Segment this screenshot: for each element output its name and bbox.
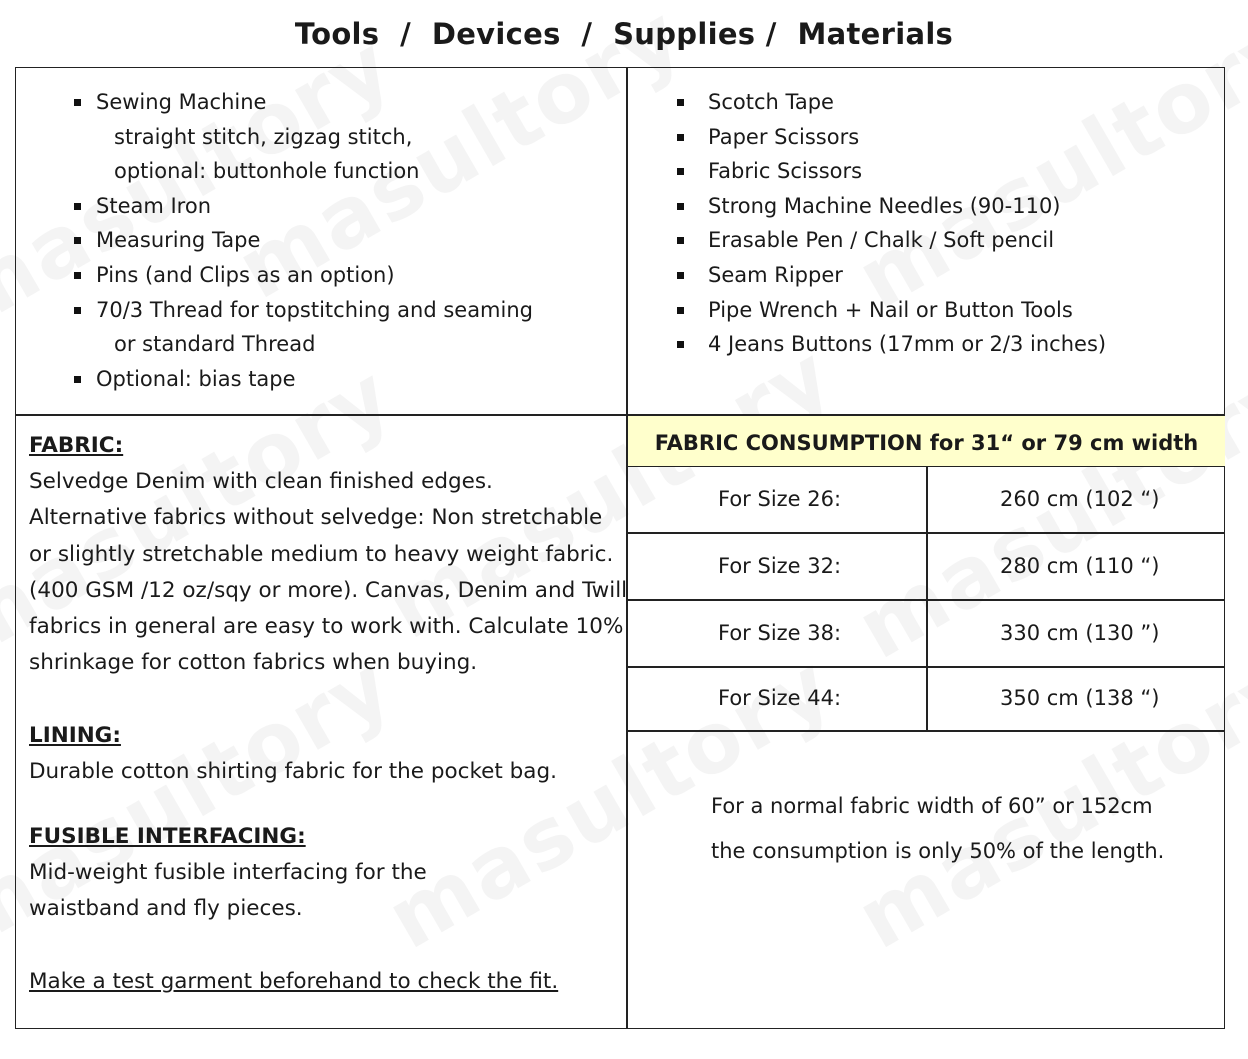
bullet-icon xyxy=(74,237,81,244)
lining-section xyxy=(29,718,557,790)
fabric-line: Selvedge Denim with clean finished edges. xyxy=(29,469,493,495)
bullet-icon xyxy=(74,272,81,279)
fabric-line: (400 GSM /12 oz/sqy or more). Canvas, Denim and Twill xyxy=(29,577,628,603)
bullet-icon xyxy=(677,237,684,244)
tools-list-left xyxy=(72,85,533,396)
width-note-line: the consumption is only 50% of the length. xyxy=(711,839,1165,863)
fabric-section xyxy=(29,428,627,681)
bullet-icon xyxy=(677,99,684,106)
size-label: For Size 44: xyxy=(718,686,842,710)
bullet-icon xyxy=(74,99,81,106)
bullet-icon xyxy=(74,203,81,210)
fabric-line: fabrics in general are easy to work with. Calculate 10% xyxy=(29,614,624,640)
list-item: Measuring Tape xyxy=(72,223,533,258)
consumption-column-divider xyxy=(926,466,928,731)
width-note-line: For a normal fabric width of 60” or 152cm xyxy=(711,794,1153,818)
list-item: Strong Machine Needles (90-110) xyxy=(676,189,1106,224)
bullet-icon xyxy=(677,134,684,141)
interfacing-heading: FUSIBLE INTERFACING: xyxy=(29,824,306,849)
interfacing-line: waistband and fly pieces. xyxy=(29,896,303,922)
fabric-heading: FABRIC: xyxy=(29,433,124,458)
consumption-heading: FABRIC CONSUMPTION for 31“ or 79 cm width xyxy=(628,416,1225,466)
bullet-icon xyxy=(677,307,684,314)
bullet-icon xyxy=(677,168,684,175)
list-item: optional: buttonhole function xyxy=(114,159,420,184)
test-garment-note: Make a test garment beforehand to check the fit. xyxy=(29,969,559,994)
page-title: Tools / Devices / Supplies / Materials xyxy=(294,17,954,51)
bullet-icon xyxy=(74,376,81,383)
fabric-line: or slightly stretchable medium to heavy weight fabric. xyxy=(29,541,614,567)
list-item: straight stitch, zigzag stitch, xyxy=(114,124,413,149)
list-item: Steam Iron xyxy=(72,189,533,224)
fabric-line: shrinkage for cotton fabrics when buying. xyxy=(29,650,478,676)
bullet-icon xyxy=(677,341,684,348)
lining-line: Durable cotton shirting fabric for the pocket bag. xyxy=(29,759,557,785)
list-item: Fabric Scissors xyxy=(676,154,1106,189)
list-item: Seam Ripper xyxy=(676,258,1106,293)
list-item: 70/3 Thread for topstitching and seaming xyxy=(72,293,533,328)
size-label: For Size 38: xyxy=(718,621,842,645)
size-value: 280 cm (110 “) xyxy=(1000,554,1160,578)
size-value: 350 cm (138 “) xyxy=(1000,686,1160,710)
size-value: 330 cm (130 ”) xyxy=(1000,621,1160,645)
list-item: Sewing Machine xyxy=(72,85,533,120)
width-note xyxy=(711,784,1164,874)
list-item: 4 Jeans Buttons (17mm or 2/3 inches) xyxy=(676,327,1106,362)
bullet-icon xyxy=(677,272,684,279)
list-item: Paper Scissors xyxy=(676,120,1106,155)
interfacing-section xyxy=(29,819,427,928)
list-item: Pins (and Clips as an option) xyxy=(72,258,533,293)
tools-list-right xyxy=(676,85,1106,362)
list-item: Scotch Tape xyxy=(676,85,1106,120)
size-value: 260 cm (102 “) xyxy=(1000,487,1160,511)
list-item: Erasable Pen / Chalk / Soft pencil xyxy=(676,223,1106,258)
bullet-icon xyxy=(677,203,684,210)
fabric-line: Alternative fabrics without selvedge: Non stretchable xyxy=(29,505,603,531)
list-item: Optional: bias tape xyxy=(72,362,533,397)
interfacing-line: Mid-weight fusible interfacing for the xyxy=(29,860,427,886)
list-item: or standard Thread xyxy=(114,332,316,357)
size-label: For Size 26: xyxy=(718,487,842,511)
size-label: For Size 32: xyxy=(718,554,842,578)
list-item: Pipe Wrench + Nail or Button Tools xyxy=(676,293,1106,328)
lining-heading: LINING: xyxy=(29,723,121,748)
bullet-icon xyxy=(74,307,81,314)
